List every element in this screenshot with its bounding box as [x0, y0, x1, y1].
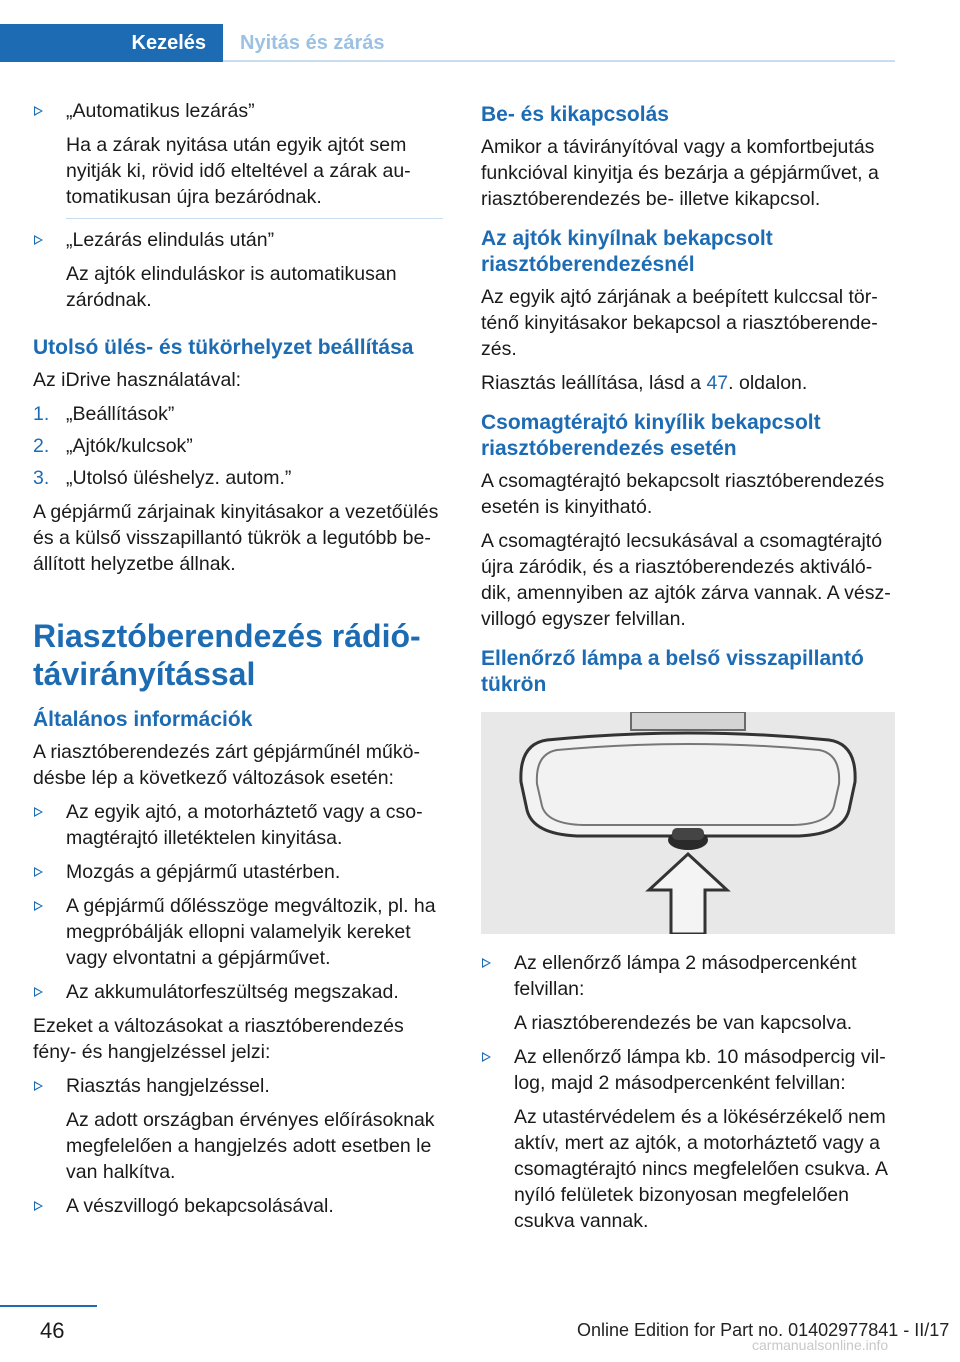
alarm-reference — [481, 370, 895, 396]
heading-doors-open: Az ajtók kinyílnak bekapcsolt riasztóberendezésnél — [481, 227, 773, 276]
signal-intro: Ezeket a változásokat a riasztóberendezés fény- és hangjelzéssel jelzi: — [33, 1015, 404, 1063]
triangle-bullet-icon — [34, 987, 43, 997]
mirror-illustration — [481, 712, 895, 934]
heading-indicator-lamp: Ellenőrző lámpa a belső visszapillantó tükrön — [481, 647, 864, 696]
page-header — [0, 24, 895, 62]
list-item — [33, 1073, 443, 1185]
footer-divider — [0, 1305, 97, 1307]
triangle-bullet-icon — [34, 106, 43, 116]
list-item-title: Az ellenőrző lámpa kb. 10 másodpercig villog, majd 2 másodpercenként felvillan: — [514, 1046, 886, 1094]
heading-general-info: Általános információk — [33, 708, 253, 731]
list-item — [33, 218, 443, 313]
list-item-text: Mozgás a gépjármű utastérben. — [66, 861, 341, 883]
trunk-text-1: A csomagtérajtó bekapcsolt riasztóberendezés esetén is kinyitható. — [481, 470, 885, 518]
list-item — [33, 98, 443, 210]
header-divider — [223, 60, 895, 62]
list-item — [33, 799, 443, 851]
list-item-title: „Lezárás elindulás után” — [66, 229, 275, 251]
trigger-list — [33, 799, 443, 1005]
heading-on-off: Be- és kikapcsolás — [481, 103, 669, 126]
list-item-text: Az utastérvédelem és a lökésérzékelő nem aktív, mert az ajtók, a motorháztető vagy a csomagtérajtó nincs megfelelően csukva. A nyíló felületek bizonyosan megfelelően csukva vannak. — [514, 1106, 887, 1232]
triangle-bullet-icon — [34, 1201, 43, 1211]
step-text: „Beállítások” — [66, 403, 175, 425]
list-item — [33, 893, 443, 971]
list-item-title: A vészvillogó bekapcsolásával. — [66, 1195, 334, 1217]
heading-alarm-system: Riasztóberendezés rádiótávirányítással — [33, 618, 421, 692]
lock-options-list — [33, 98, 443, 313]
page-number: 46 — [40, 1318, 65, 1343]
list-item — [33, 859, 443, 885]
general-intro: A riasztóberendezés zárt gépjárműnél működésbe lép a következő változások esetén: — [33, 741, 420, 789]
heading-seat-mirror: Utolsó ülés- és tükörhelyzet beállítása — [33, 336, 414, 359]
signal-list — [33, 1073, 443, 1219]
list-item-text: Az akkumulátorfeszültség megszakad. — [66, 981, 399, 1003]
list-item — [33, 1193, 443, 1219]
edition-label: Online Edition for Part no. 01402977841 - II/17 — [577, 1320, 950, 1340]
list-item-title: „Automatikus lezárás” — [66, 100, 255, 122]
triangle-bullet-icon — [34, 901, 43, 911]
list-item-text: Ha a zárak nyitása után egyik ajtót sem nyitják ki, rövid idő elteltével a zárak automatikusan újra bezáródnak. — [66, 134, 411, 208]
seat-steps — [33, 401, 443, 491]
right-column — [481, 98, 895, 1242]
list-item-text: Az adott országban érvényes előírásoknak megfelelően a hangjelzés adott esetben le van halkítva. — [66, 1109, 435, 1183]
list-item — [481, 950, 895, 1036]
list-item — [33, 979, 443, 1005]
step-text: „Utolsó üléshelyz. autom.” — [66, 467, 292, 489]
step-number: 3. — [33, 467, 50, 489]
triangle-bullet-icon — [34, 867, 43, 877]
watermark: carmanualsonline.info — [752, 1337, 889, 1353]
lamp-status-list — [481, 950, 895, 1234]
trunk-text-2: A csomagtérajtó lecsukásával a csomagtérajtó újra záródik, és a riasztóberendezés aktiválódik, amennyiben az ajtók zárva vannak. A vészvillogó egyszer felvillan. — [481, 530, 891, 630]
triangle-bullet-icon — [34, 1081, 43, 1091]
step-number: 1. — [33, 403, 50, 425]
triangle-bullet-icon — [482, 958, 491, 968]
section-tab-kezeles[interactable]: Kezelés — [0, 24, 223, 62]
section-tab-nyitas-es-zaras[interactable]: Nyitás és zárás — [240, 31, 385, 54]
step-text: „Ajtók/kulcsok” — [66, 435, 193, 457]
rearview-mirror-icon — [481, 712, 895, 934]
step-item — [33, 433, 443, 459]
page-link[interactable]: 47 — [706, 372, 729, 394]
triangle-bullet-icon — [482, 1052, 491, 1062]
list-item-title: Riasztás hangjelzéssel. — [66, 1075, 270, 1097]
step-item — [33, 465, 443, 491]
list-item — [481, 1044, 895, 1234]
reference-text: Riasztás leállítása, lásd a — [481, 372, 707, 394]
reference-text: . oldalon. — [728, 372, 808, 394]
seat-result: A gépjármű zárjainak kinyitásakor a vezetőülés és a külső visszapillantó tükrök a legutóbb beállított helyzetbe állnak. — [33, 501, 439, 575]
step-item — [33, 401, 443, 427]
triangle-bullet-icon — [34, 235, 43, 245]
list-item-text: A riasztóberendezés be van kapcsolva. — [514, 1012, 853, 1034]
list-item-text: Az ajtók elinduláskor is automatikusan záródnak. — [66, 263, 397, 311]
step-number: 2. — [33, 435, 50, 457]
triangle-bullet-icon — [34, 807, 43, 817]
list-item-text: A gépjármű dőlésszöge megváltozik, pl. ha megpróbálják ellopni valamelyik kereket vagy elvontatni a gépjárművet. — [66, 895, 436, 969]
seat-intro: Az iDrive használatával: — [33, 369, 242, 391]
on-off-text: Amikor a távirányítóval vagy a komfortbejutás funkcióval kinyitja és bezárja a gépjárművet, a riasztóberendezés be- illetve kikapcsol. — [481, 136, 879, 210]
item-divider — [66, 218, 443, 219]
left-column — [33, 98, 443, 1227]
list-item-title: Az ellenőrző lámpa 2 másodpercenként felvillan: — [514, 952, 857, 1000]
doors-text: Az egyik ajtó zárjának a beépített kulccsal történő kinyitásakor bekapcsol a riasztóberendezés. — [481, 286, 878, 360]
heading-trunk: Csomagtérajtó kinyílik bekapcsolt riasztóberendezés esetén — [481, 411, 821, 460]
list-item-text: Az egyik ajtó, a motorháztető vagy a csomagtérajtó illetéktelen kinyitása. — [66, 801, 423, 849]
